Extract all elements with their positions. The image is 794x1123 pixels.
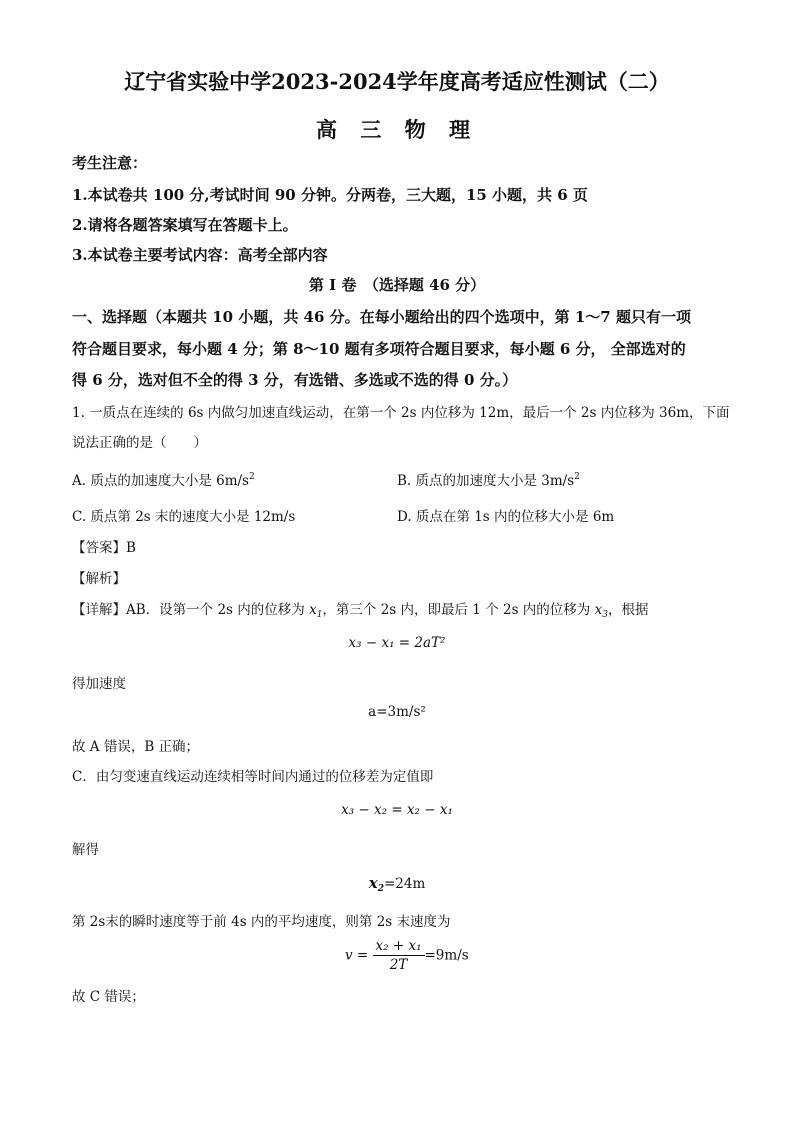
- document-title: 辽宁省实验中学2023-2024学年度高考适应性测试（二）: [124, 69, 670, 94]
- notice-heading: 考生注意：: [72, 154, 148, 172]
- option-a: [72, 469, 255, 489]
- question-1-stem-line-1: 1. 一质点在连续的 6s 内做匀加速直线运动，在第一个 2s 内位移为 12m，最后一个 2s 内位移为 36m，下面: [72, 405, 730, 421]
- equals-sign: =: [352, 947, 373, 964]
- equation-4-value: =24m: [383, 876, 426, 892]
- fraction-numerator: x₂ + x₁: [373, 938, 425, 956]
- equation-5-result: =9m/s: [424, 947, 469, 964]
- option-b-exponent: 2: [574, 472, 580, 482]
- solve-text: 解得: [72, 842, 99, 858]
- option-a-exponent: 2: [249, 472, 255, 482]
- analysis-label: 【解析】: [72, 571, 126, 587]
- var-x1: $x_1$: [309, 602, 323, 620]
- fraction: [373, 938, 425, 973]
- notice-item-3: 3.本试卷主要考试内容：高考全部内容: [72, 246, 328, 264]
- option-b-text: B. 质点的加速度大小是 3m/s: [397, 473, 575, 489]
- detail-mid: ，第三个 2s 内，即最后 1 个 2s 内的位移为: [322, 602, 595, 618]
- conclusion-ab: 故 A 错误，B 正确；: [72, 739, 200, 755]
- var-x3: $x_3$: [594, 602, 608, 620]
- var-x2: $x_2$: [368, 874, 384, 894]
- c-explanation: C．由匀变速直线运动连续相等时间内通过的位移差为定值即: [72, 769, 434, 785]
- part1-instructions-line-2: 符合题目要求，每小题 4 分；第 8～10 题有多项符合题目要求，每小题 6 分， 全部选对的: [72, 340, 686, 358]
- equation-3: x₃ − x₂ = x₂ − x₁: [341, 802, 453, 818]
- get-acceleration-text: 得加速度: [72, 676, 126, 692]
- detail-prefix: 【详解】AB．设第一个 2s 内的位移为: [72, 602, 310, 618]
- detail-paragraph: [72, 598, 648, 620]
- equation-2: a=3m/s²: [368, 704, 426, 720]
- part1-instructions-line-1: 一、选择题（本题共 10 小题，共 46 分。在每小题给出的四个选项中，第 1～7 题只有一项: [72, 308, 691, 326]
- fraction-denominator: 2T: [389, 957, 408, 973]
- document-subtitle: 高 三 物 理: [316, 117, 478, 142]
- equation-1: x₃ − x₁ = 2aT²: [348, 635, 446, 651]
- answer-label: 【答案】B: [72, 540, 136, 556]
- var-v: v: [345, 947, 353, 964]
- question-1-stem-line-2: 说法正确的是（ ）: [72, 435, 207, 451]
- detail-suffix: ，根据: [607, 602, 649, 618]
- section-heading: 第 I 卷 （选择题 46 分）: [308, 276, 486, 294]
- part1-instructions-line-3: 得 6 分，选对但不全的得 3 分，有选错、多选或不选的得 0 分。）: [72, 371, 518, 389]
- notice-item-2: 2.请将各题答案填写在答题卡上。: [72, 216, 298, 234]
- equation-5: [345, 938, 469, 973]
- equation-4: [0, 874, 794, 894]
- option-b: [397, 469, 580, 489]
- option-d: D. 质点在第 1s 内的位移大小是 6m: [397, 509, 615, 525]
- notice-item-1: 1.本试卷共 100 分,考试时间 90 分钟。分两卷，三大题，15 小题，共 6 页: [72, 186, 588, 204]
- conclusion-c: 故 C 错误；: [72, 989, 145, 1005]
- option-a-text: A. 质点的加速度大小是 6m/s: [72, 473, 249, 489]
- velocity-text: 第 2s末的瞬时速度等于前 4s 内的平均速度，则第 2s 末速度为: [72, 914, 451, 930]
- option-c: C. 质点第 2s 末的速度大小是 12m/s: [72, 509, 296, 525]
